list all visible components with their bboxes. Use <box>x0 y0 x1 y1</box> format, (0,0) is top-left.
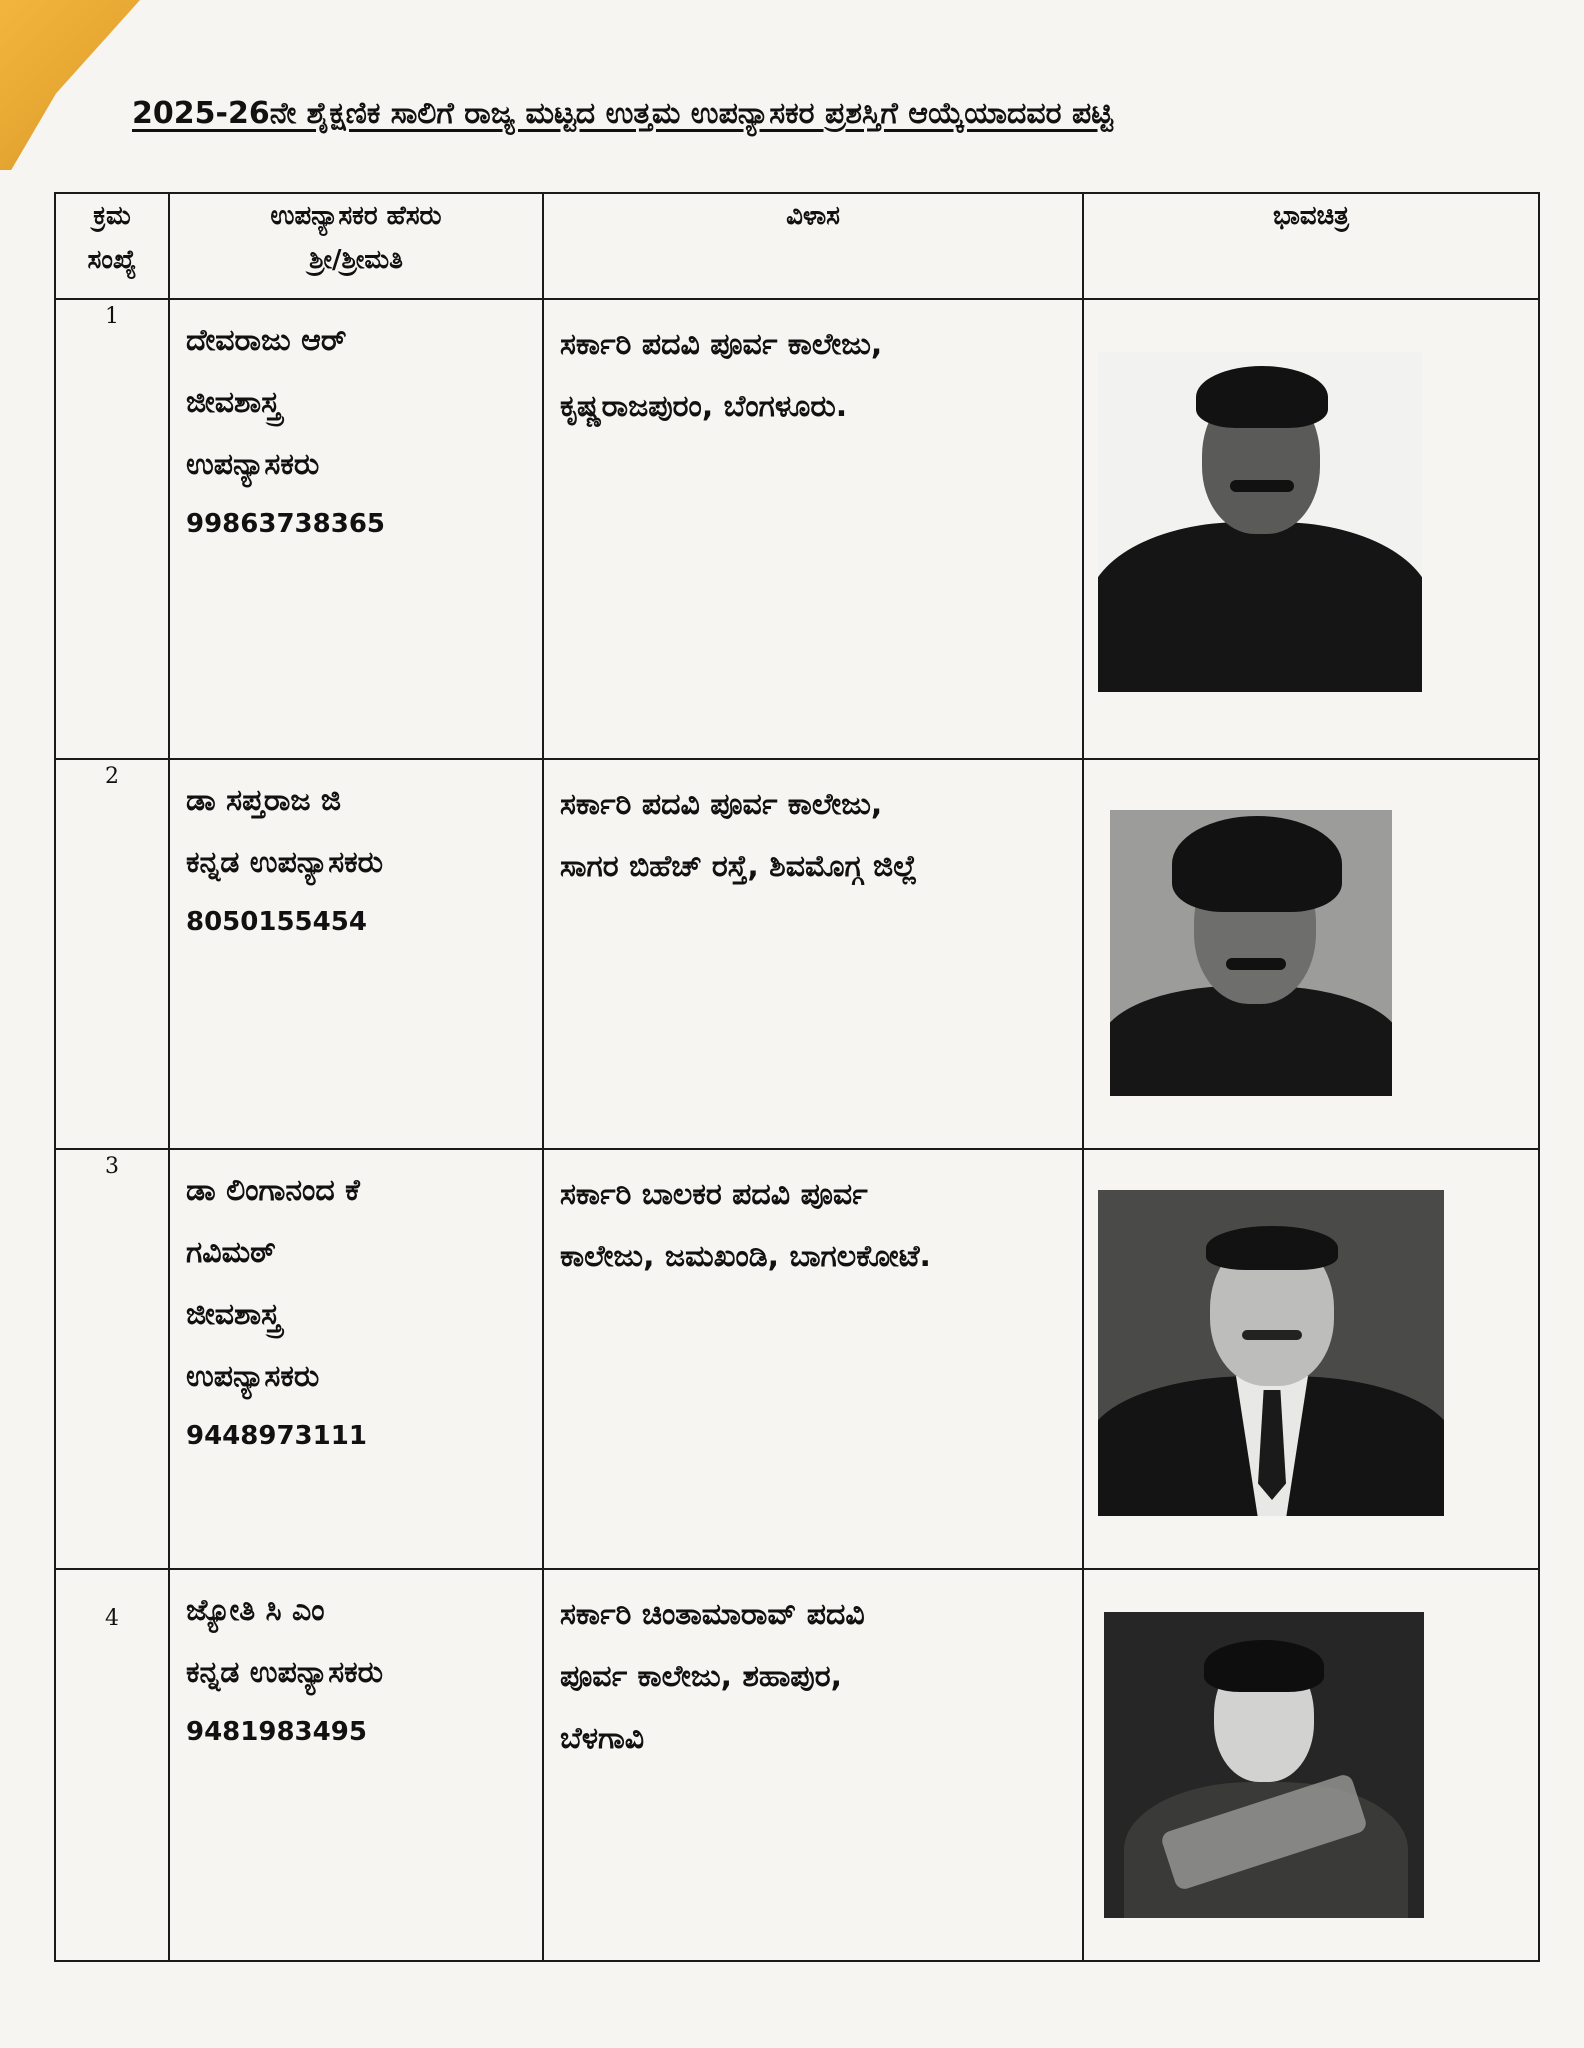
lecturer-designation: ಕನ್ನಡ ಉಪನ್ಯಾಸಕರು <box>186 845 384 880</box>
lecturer-designation: ಕನ್ನಡ ಉಪನ್ಯಾಸಕರು <box>186 1655 384 1690</box>
table-row <box>55 299 1539 759</box>
row-photo-cell <box>1083 1149 1539 1569</box>
awardees-table <box>54 192 1538 1960</box>
table-row <box>55 759 1539 1149</box>
header-name <box>169 193 543 299</box>
row-address-cell <box>543 299 1083 759</box>
header-sno-line2: ಸಂಖ್ಯೆ <box>87 245 137 275</box>
lecturer-phone: 9448973111 <box>186 1421 367 1451</box>
address-line: ಸರ್ಕಾರಿ ಚಿಂತಾಮಾರಾವ್ ಪದವಿ <box>560 1597 865 1632</box>
address-line: ಬೆಳಗಾವಿ <box>560 1721 645 1756</box>
header-sno <box>55 193 169 299</box>
table-row <box>55 1569 1539 1961</box>
lecturer-name: ದೇವರಾಜು ಆರ್ <box>186 323 347 358</box>
header-name-line2: ಶ್ರೀ/ಶ್ರೀಮತಿ <box>309 245 403 275</box>
address-line: ಸರ್ಕಾರಿ ಬಾಲಕರ ಪದವಿ ಪೂರ್ವ <box>560 1177 868 1212</box>
row-sno: 1 <box>55 299 169 759</box>
lecturer-phone: 9481983495 <box>186 1717 367 1747</box>
lecturer-name-cont: ಗವಿಮಠ್ <box>186 1235 276 1270</box>
table-row <box>55 1149 1539 1569</box>
corner-tape-decoration <box>0 0 140 170</box>
row-name-cell <box>169 299 543 759</box>
header-name-line1: ಉಪನ್ಯಾಸಕರ ಹೆಸರು <box>270 201 442 231</box>
row-sno: 4 <box>55 1569 169 1961</box>
address-line: ಸರ್ಕಾರಿ ಪದವಿ ಪೂರ್ವ ಕಾಲೇಜು, <box>560 327 883 362</box>
address-line: ಸರ್ಕಾರಿ ಪದವಿ ಪೂರ್ವ ಕಾಲೇಜು, <box>560 787 883 822</box>
lecturer-phone: 8050155454 <box>186 907 367 937</box>
row-photo-cell <box>1083 1569 1539 1961</box>
row-photo-cell <box>1083 759 1539 1149</box>
lecturer-name: ಡಾ ಲಿಂಗಾನಂದ ಕೆ <box>186 1173 360 1208</box>
lecturer-photo <box>1098 1190 1444 1516</box>
lecturer-designation: ಉಪನ್ಯಾಸಕರು <box>186 1359 320 1394</box>
row-name-cell <box>169 1149 543 1569</box>
header-photo <box>1083 193 1539 299</box>
header-sno-line1: ಕ್ರಮ <box>93 201 131 231</box>
header-address <box>543 193 1083 299</box>
lecturer-designation: ಉಪನ್ಯಾಸಕರು <box>186 447 320 482</box>
table-header-row <box>55 193 1539 299</box>
address-line: ಕೃಷ್ಣರಾಜಪುರಂ, ಬೆಂಗಳೂರು. <box>560 389 848 424</box>
address-line: ಪೂರ್ವ ಕಾಲೇಜು, ಶಹಾಪುರ, <box>560 1659 842 1694</box>
header-photo-label: ಭಾವಚಿತ್ರ <box>1273 201 1349 231</box>
row-name-cell <box>169 759 543 1149</box>
row-sno: 2 <box>55 759 169 1149</box>
address-line: ಕಾಲೇಜು, ಜಮಖಂಡಿ, ಬಾಗಲಕೋಟೆ. <box>560 1239 931 1274</box>
row-name-cell <box>169 1569 543 1961</box>
lecturer-photo <box>1110 810 1392 1096</box>
header-address-label: ವಿಳಾಸ <box>786 201 840 231</box>
lecturer-name: ಡಾ ಸಪ್ತರಾಜ ಜಿ <box>186 783 342 818</box>
lecturer-phone: 99863738365 <box>186 509 385 539</box>
lecturer-photo <box>1104 1612 1424 1918</box>
row-photo-cell <box>1083 299 1539 759</box>
address-line: ಸಾಗರ ಬಿಹೆಚ್ ರಸ್ತೆ, ಶಿವಮೊಗ್ಗ ಜಿಲ್ಲೆ <box>560 849 918 884</box>
row-address-cell <box>543 1149 1083 1569</box>
page-title: 2025-26ನೇ ಶೈಕ್ಷಣಿಕ ಸಾಲಿಗೆ ರಾಜ್ಯ ಮಟ್ಟದ ಉತ್ತಮ ಉಪನ್ಯಾಸಕರ ಪ್ರಶಸ್ತಿಗೆ ಆಯ್ಕೆಯಾದವರ ಪಟ್ಟಿ <box>132 96 1113 131</box>
lecturer-photo <box>1098 352 1422 692</box>
lecturer-subject: ಜೀವಶಾಸ್ತ್ರ <box>186 1297 281 1332</box>
row-address-cell <box>543 759 1083 1149</box>
row-address-cell <box>543 1569 1083 1961</box>
row-sno: 3 <box>55 1149 169 1569</box>
lecturer-subject: ಜೀವಶಾಸ್ತ್ರ <box>186 385 281 420</box>
lecturer-name: ಜ್ಯೋತಿ ಸಿ ಎಂ <box>186 1593 325 1628</box>
